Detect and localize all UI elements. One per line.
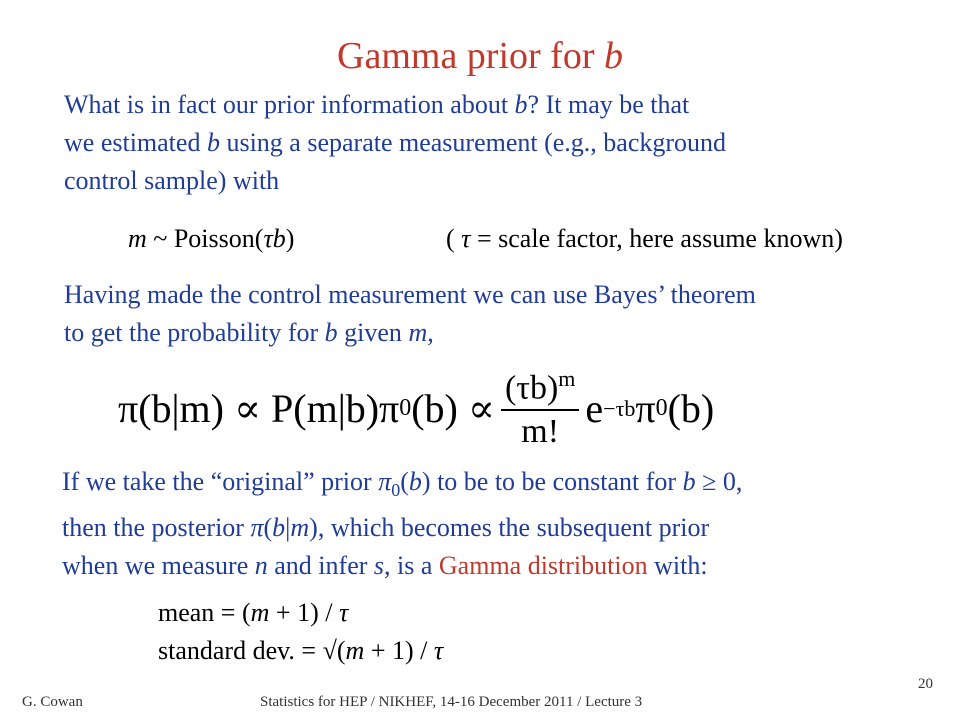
sd-m: m — [345, 636, 365, 665]
sd-line — [158, 632, 443, 670]
post-l3c: , is a — [384, 551, 439, 581]
page-number: 20 — [918, 676, 933, 692]
formula-rhs-end: (b) — [667, 386, 715, 432]
intro-paragraph — [64, 86, 726, 200]
post-l2b: ( — [263, 513, 273, 543]
bayes-l2c: given — [337, 318, 409, 347]
intro-l1-b: b — [514, 90, 528, 119]
formula-num-sup: m — [558, 366, 576, 391]
formula-rhs-sub: 0 — [655, 395, 668, 422]
intro-l1a: What is in fact our prior information about — [64, 90, 515, 119]
formula-fraction — [501, 366, 579, 451]
post-l3-s: s — [373, 551, 385, 581]
post-l2c: | — [285, 513, 291, 543]
post-l2-bv: b — [272, 513, 286, 543]
tau-note — [446, 224, 843, 254]
tau-note-open: ( — [446, 224, 462, 253]
post-l2d: ), which becomes the subsequent prior — [309, 513, 710, 543]
mean-b: + 1) / — [269, 598, 339, 627]
formula-lhs: π(b|m) ∝ P(m|b)π — [118, 386, 400, 432]
title-text: Gamma prior for — [337, 35, 604, 77]
posterior-line-3 — [62, 547, 742, 585]
post-l3-n: n — [254, 551, 268, 581]
slide-title — [0, 34, 960, 78]
mean-m: m — [250, 598, 270, 627]
formula-num: (τb) — [504, 369, 559, 407]
intro-line-1 — [64, 86, 726, 124]
sd-tau: τ — [433, 636, 444, 665]
mean-line — [158, 594, 443, 632]
mean-tau: τ — [338, 598, 349, 627]
formula-lhs-sub: 0 — [399, 395, 412, 422]
posterior-paragraph — [62, 463, 742, 585]
poisson-m: m — [128, 224, 147, 253]
intro-l2c: using a separate measurement (e.g., background — [219, 128, 727, 157]
gamma-distribution-highlight: Gamma distribution — [438, 551, 648, 581]
post-l1e: ≥ 0, — [695, 467, 743, 496]
bayes-l2e: , — [427, 318, 434, 347]
sd-b: + 1) / — [364, 636, 434, 665]
intro-l2-b: b — [206, 128, 220, 157]
post-l1c: ) to be to be constant for — [421, 467, 683, 496]
post-l3b: and infer — [267, 551, 374, 581]
post-l2a: then the posterior — [62, 513, 251, 543]
intro-line-3: control sample) with — [64, 166, 280, 195]
poisson-text: ~ Poisson( — [146, 224, 264, 253]
poisson-b: b — [272, 224, 286, 253]
intro-line-2 — [64, 124, 726, 162]
intro-l2a: we estimated — [64, 128, 207, 157]
title-variable: b — [603, 35, 623, 77]
intro-l1c: ? It may be that — [527, 90, 690, 119]
post-l1b: ( — [400, 467, 409, 496]
poisson-model — [128, 224, 294, 254]
posterior-line-2 — [62, 509, 742, 547]
bayes-paragraph — [64, 276, 756, 352]
post-l1a: If we take the “original” prior — [62, 467, 379, 496]
formula-exp-base: e — [585, 386, 604, 432]
post-l1-bv: b — [408, 467, 422, 496]
bayes-line-2 — [64, 314, 756, 352]
bayes-l2-b: b — [324, 318, 338, 347]
footer-author: G. Cowan — [22, 694, 83, 710]
bayes-line-1: Having made the control measurement we can use Bayes’ theorem — [64, 280, 756, 309]
gamma-stats — [158, 594, 443, 670]
sd-a: standard dev. = √( — [158, 636, 346, 665]
footer-course: Statistics for HEP / NIKHEF, 14-16 December 2011 / Lecture 3 — [260, 694, 643, 710]
formula-exp-sup: −τb — [603, 395, 636, 421]
post-l1-sub: 0 — [391, 480, 401, 501]
post-l3d: with: — [647, 551, 708, 581]
bayes-formula — [118, 366, 714, 451]
bayes-l2-m: m — [408, 318, 428, 347]
posterior-line-1 — [62, 463, 742, 509]
tau-note-text: = scale factor, here assume known) — [470, 224, 843, 253]
post-l3a: when we measure — [62, 551, 255, 581]
formula-lhs-end: (b) ∝ — [411, 386, 495, 432]
fraction-bar — [501, 409, 579, 411]
mean-a: mean = ( — [158, 598, 251, 627]
post-l1-pi: π — [378, 467, 392, 496]
formula-rhs-pi: π — [635, 386, 656, 432]
formula-denominator: m! — [521, 413, 560, 451]
post-l2-pi: π — [250, 513, 264, 543]
post-l1-d: b — [682, 467, 696, 496]
poisson-close: ) — [285, 224, 295, 253]
post-l2-m: m — [290, 513, 310, 543]
poisson-tau: τ — [263, 224, 273, 253]
formula-numerator — [501, 366, 579, 407]
bayes-l2a: to get the probability for — [64, 318, 325, 347]
tau-note-tau: τ — [461, 224, 471, 253]
